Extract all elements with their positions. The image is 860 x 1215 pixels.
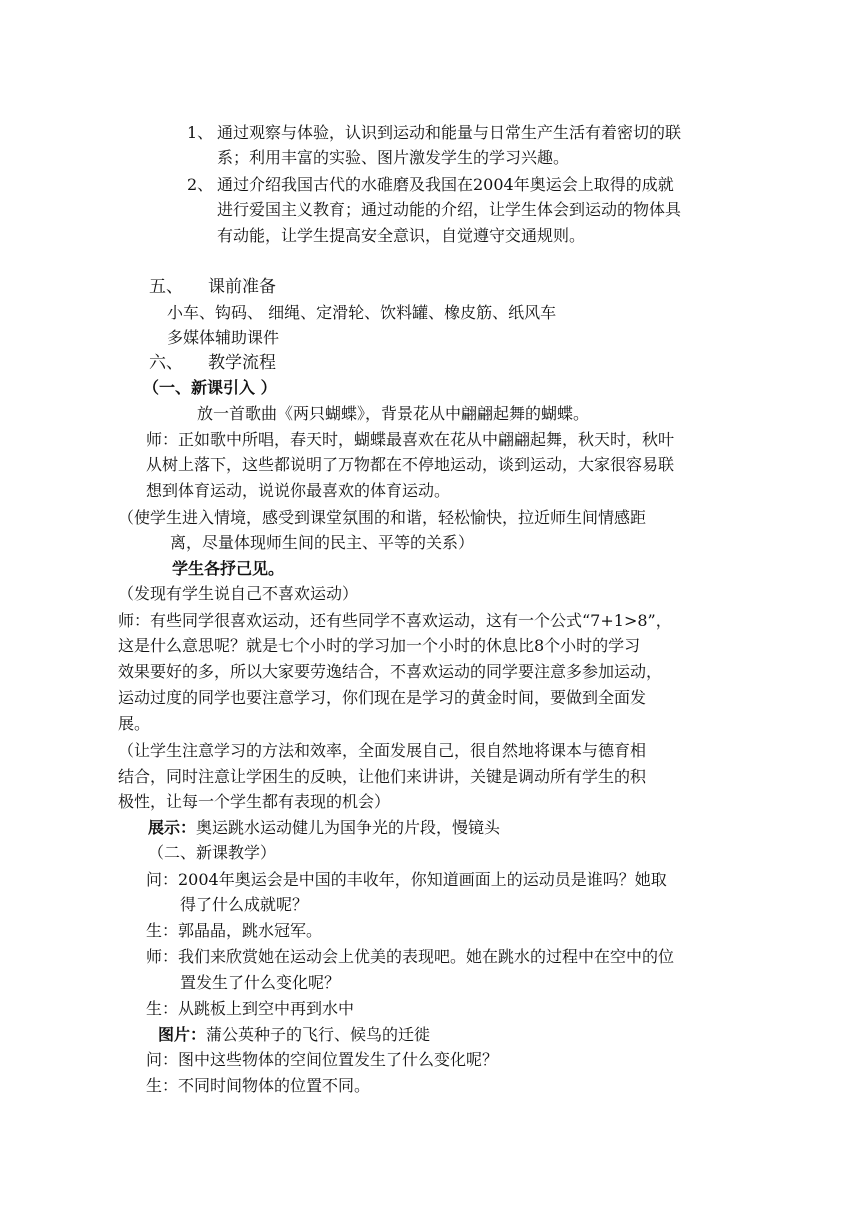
intro-line: 放一首歌曲《两只蝴蝶》，背景花从中翩翩起舞的蝴蝶。 [197,404,590,423]
picture-label: 图片： [158,1025,207,1044]
question-final: 问：图中这些物体的空间位置发生了什么变化呢？ [146,1050,499,1069]
goal-2-line-2: 进行爱国主义教育；通过动能的介绍，让学生体会到运动的物体具 [217,200,682,219]
section-6-number: 六、 [149,353,183,373]
question-1-line-1: 问：2004年奥运会是中国的丰收年，你知道画面上的运动员是谁吗？她取 [146,870,667,889]
section-5-items: 小车、钩码、 细绳、定滑轮、饮料罐、橡皮筋、纸风车 [167,303,557,322]
question-1-line-2: 得了什么成就呢？ [180,895,309,914]
teacher-2-line-5: 展。 [118,714,151,733]
section-5-title: 课前准备 [208,277,276,297]
part-1-heading: （一、新课引入 ） [143,378,277,397]
picture-line [158,1023,430,1047]
show-label: 展示： [148,818,197,837]
answer-2: 生：从跳板上到空中再到水中 [146,999,355,1018]
teacher-1-line-3: 想到体育运动，说说你最喜欢的体育运动。 [146,481,451,500]
note-3-line-3: 极性，让每一个学生都有表现的机会） [118,792,391,811]
picture-text: 蒲公英种子的飞行、候鸟的迁徙 [206,1025,431,1044]
show-text: 奥运跳水运动健儿为国争光的片段，慢镜头 [196,818,501,837]
section-6-title: 教学流程 [208,353,276,373]
students-response: 学生各抒己见。 [172,559,285,578]
teacher-2-line-1: 师：有些同学很喜欢运动，还有些同学不喜欢运动，这有一个公式“7+1>8”， [118,611,672,630]
teacher-1-line-1: 师：正如歌中所唱，春天时，蝴蝶最喜欢在花从中翩翩起舞，秋天时，秋叶 [146,430,675,449]
section-5-number: 五、 [149,277,183,297]
note-1-line-1: （使学生进入情境，感受到课堂氛围的和谐，轻松愉快，拉近师生间情感距 [118,508,647,527]
teacher-3-line-2: 置发生了什么变化呢？ [180,973,341,992]
goal-1-line-2: 系；利用丰富的实验、图片激发学生的学习兴趣。 [217,148,570,167]
note-2: （发现有学生说自己不喜欢运动） [118,584,359,603]
teacher-3-line-1: 师：我们来欣赏她在运动会上优美的表现吧。她在跳水的过程中在空中的位 [146,947,675,966]
show-line [148,816,500,840]
teacher-2-line-4: 运动过度的同学也要注意学习，你们现在是学习的黄金时间，要做到全面发 [118,688,647,707]
section-5-media: 多媒体辅助课件 [167,328,280,347]
note-1-line-2: 离，尽量体现师生间的民主、平等的关系） [170,533,475,552]
teacher-1-line-2: 从树上落下，这些都说明了万物都在不停地运动，谈到运动，大家很容易联 [146,455,675,474]
goal-2-number: 2、 [187,175,214,194]
goal-2-line-1: 通过介绍我国古代的水碓磨及我国在2004年奥运会上取得的成就 [217,175,674,194]
note-3-line-2: 结合，同时注意让学困生的反映，让他们来讲讲，关键是调动所有学生的积 [118,767,647,786]
part-2-heading: （二、新课教学） [148,843,277,862]
answer-1: 生：郭晶晶，跳水冠军。 [146,921,323,940]
goal-2-line-3: 有动能，让学生提高安全意识，自觉遵守交通规则。 [217,226,586,245]
goal-1-number: 1、 [187,123,214,142]
note-3-line-1: （让学生注意学习的方法和效率，全面发展自己，很自然地将课本与德育相 [118,741,647,760]
answer-final: 生：不同时间物体的位置不同。 [146,1076,371,1095]
teacher-2-line-3: 效果要好的多，所以大家要劳逸结合，不喜欢运动的同学要注意多参加运动， [118,662,663,681]
teacher-2-line-2: 这是什么意思呢？就是七个小时的学习加一个小时的休息比8个小时的学习 [118,636,641,655]
goal-1-line-1: 通过观察与体验，认识到运动和能量与日常生产生活有着密切的联 [217,123,682,142]
